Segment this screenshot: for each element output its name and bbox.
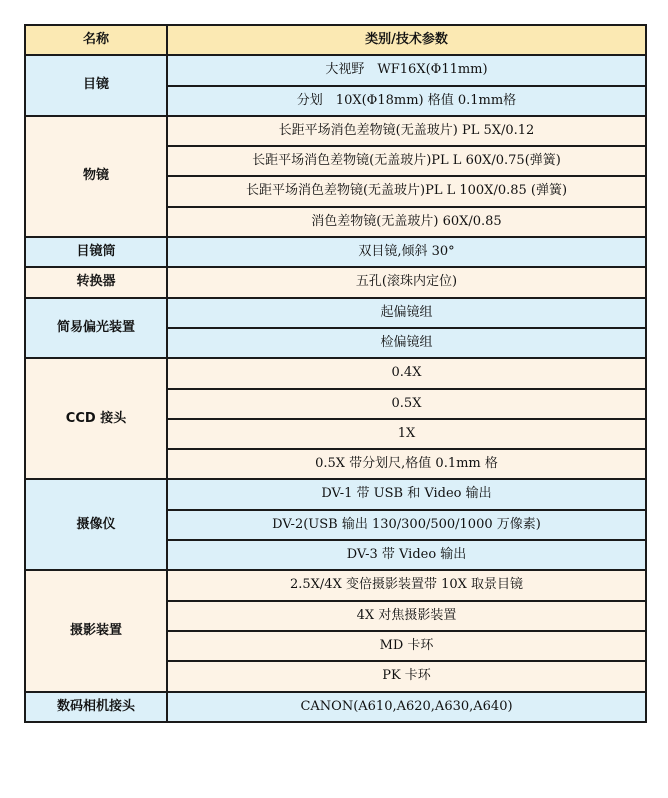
spec-cell: 长距平场消色差物镜(无盖玻片) PL 5X/0.12: [167, 116, 646, 146]
spec-cell: 消色差物镜(无盖玻片) 60X/0.85: [167, 207, 646, 237]
category-cell: 目镜筒: [25, 237, 167, 267]
spec-cell: MD 卡环: [167, 631, 646, 661]
spec-cell: CANON(A610,A620,A630,A640): [167, 692, 646, 722]
spec-cell: 长距平场消色差物镜(无盖玻片)PL L 60X/0.75(弹簧): [167, 146, 646, 176]
category-cell: 物镜: [25, 116, 167, 237]
header-row: [25, 25, 646, 55]
table-row: [25, 237, 646, 267]
category-cell: CCD 接头: [25, 358, 167, 479]
table-row: [25, 692, 646, 722]
category-cell: 目镜: [25, 55, 167, 116]
table-row: [25, 358, 646, 388]
spec-cell: 1X: [167, 419, 646, 449]
spec-cell: PK 卡环: [167, 661, 646, 691]
header-spec: 类别/技术参数: [167, 25, 646, 55]
category-cell: 简易偏光装置: [25, 298, 167, 359]
table-row: [25, 116, 646, 146]
spec-cell: 双目镜,倾斜 30°: [167, 237, 646, 267]
category-cell: 转换器: [25, 267, 167, 297]
spec-table: [24, 24, 647, 723]
header-name: 名称: [25, 25, 167, 55]
spec-cell: DV-1 带 USB 和 Video 输出: [167, 479, 646, 509]
spec-cell: 五孔(滚珠内定位): [167, 267, 646, 297]
spec-cell: DV-2(USB 输出 130/300/500/1000 万像素): [167, 510, 646, 540]
table-row: [25, 55, 646, 85]
spec-table-body: [25, 25, 646, 722]
category-cell: 数码相机接头: [25, 692, 167, 722]
spec-cell: 起偏镜组: [167, 298, 646, 328]
category-cell: 摄像仪: [25, 479, 167, 570]
spec-cell: 0.5X: [167, 389, 646, 419]
spec-cell: 0.4X: [167, 358, 646, 388]
spec-cell: 分划 10X(Φ18mm) 格值 0.1mm格: [167, 86, 646, 116]
table-row: [25, 570, 646, 600]
table-row: [25, 298, 646, 328]
spec-cell: 2.5X/4X 变倍摄影装置带 10X 取景目镜: [167, 570, 646, 600]
spec-cell: 长距平场消色差物镜(无盖玻片)PL L 100X/0.85 (弹簧): [167, 176, 646, 206]
table-row: [25, 479, 646, 509]
spec-cell: 4X 对焦摄影装置: [167, 601, 646, 631]
table-row: [25, 267, 646, 297]
category-cell: 摄影装置: [25, 570, 167, 691]
spec-cell: 0.5X 带分划尺,格值 0.1mm 格: [167, 449, 646, 479]
spec-cell: 大视野 WF16X(Φ11mm): [167, 55, 646, 85]
spec-cell: DV-3 带 Video 输出: [167, 540, 646, 570]
spec-cell: 检偏镜组: [167, 328, 646, 358]
